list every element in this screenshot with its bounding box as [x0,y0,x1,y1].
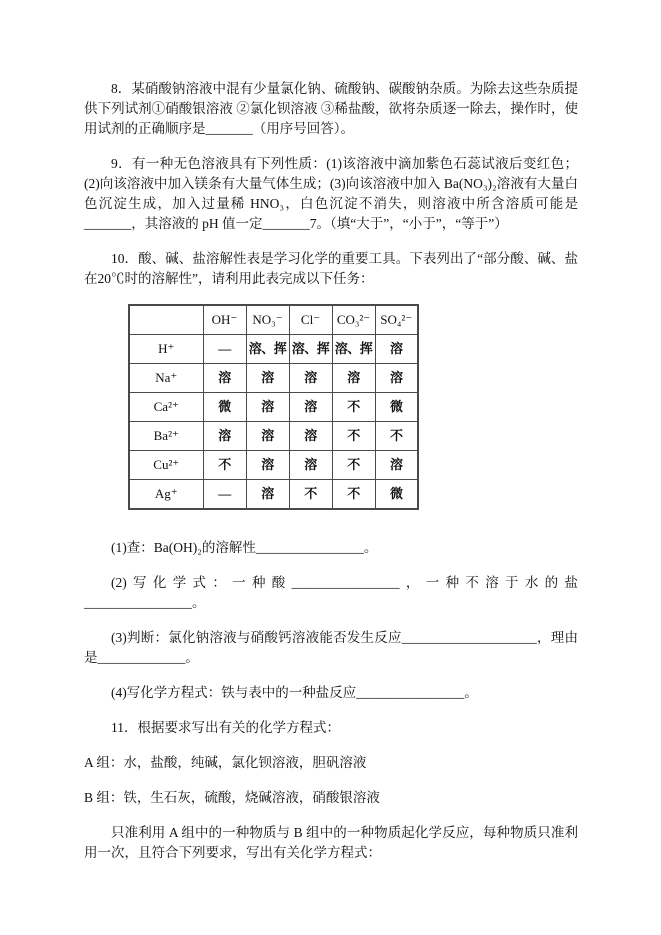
table-row-copper [129,451,418,480]
solubility-cell: 不 [332,480,375,510]
table-row-calcium [129,393,418,422]
solubility-cell: 微 [375,480,418,510]
task-2-formulas: (2)写化学式：一种酸________________，一种不溶于水的盐________________。 [84,575,578,610]
solubility-cell: — [203,480,246,510]
question-10-intro: 10．酸、碱、盐溶解性表是学习化学的重要工具。下表列出了“部分酸、碱、盐在20℃时的溶解性”，请利用此表完成以下任务： [84,251,578,286]
solubility-cell: 溶 [246,480,289,510]
solubility-cell: 溶 [289,451,332,480]
solubility-cell: 溶 [246,422,289,451]
corner-cell [129,305,203,335]
solubility-cell: 溶 [246,451,289,480]
col-header-nitrate-ion: NO₃⁻ [246,305,289,335]
table-row-sodium [129,364,418,393]
solubility-cell: 溶 [246,393,289,422]
solubility-cell: 溶 [203,364,246,393]
col-header-sulfate-ion: SO₄²⁻ [375,305,418,335]
solubility-cell: 不 [375,422,418,451]
solubility-cell: 溶 [375,364,418,393]
worksheet-page [84,79,578,878]
question-11-heading: 11．根据要求写出有关的化学方程式： [111,720,340,735]
col-header-chloride-ion: Cl⁻ [289,305,332,335]
row-header-sodium-ion: Na⁺ [129,364,203,393]
question-9-text: 9．有一种无色溶液具有下列性质：(1)该溶液中滴加紫色石蕊试液后变红色；(2)向该溶液中加入镁条有大量气体生成；(3)向该溶液中加入 Ba(NO₃)₂溶液有大量白色沉淀生成，加入过量稀 HNO₃，白色沉淀不消失，则溶液中所含溶质可能是_______，其溶液的 pH 值一定_______7。（填“大于”，“小于”，“等于”） [84,156,578,231]
task-4-equation: (4)写化学方程式：铁与表中的一种盐反应________________。 [111,685,478,700]
row-header-hydrogen-ion: H⁺ [129,335,203,364]
row-header-copper-ion: Cu²⁺ [129,451,203,480]
solubility-cell: 溶 [332,364,375,393]
solubility-cell: 溶、挥 [246,335,289,364]
solubility-cell: 不 [289,480,332,510]
solubility-cell: 不 [332,393,375,422]
col-header-hydroxide-ion: OH⁻ [203,305,246,335]
solubility-cell: 不 [203,451,246,480]
group-b-list: B 组：铁，生石灰，硫酸，烧碱溶液，硝酸银溶液 [84,790,380,805]
solubility-cell: 溶 [203,422,246,451]
solubility-cell: — [203,335,246,364]
col-header-carbonate-ion: CO₃²⁻ [332,305,375,335]
solubility-cell: 溶 [289,422,332,451]
question-8-text: 8．某硝酸钠溶液中混有少量氯化钠、硫酸钠、碳酸钠杂质。为除去这些杂质提供下列试剂①硝酸银溶液 ②氯化钡溶液 ③稀盐酸，欲将杂质逐一除去，操作时，使用试剂的正确顺序是_______（用序号回答）。 [84,81,578,136]
row-header-barium-ion: Ba²⁺ [129,422,203,451]
table-header-row [129,305,418,335]
solubility-cell: 微 [203,393,246,422]
table-row-barium [129,422,418,451]
task-3-judgement: (3)判断：氯化钠溶液与硝酸钙溶液能否发生反应____________________，理由是_____________。 [84,630,578,665]
solubility-cell: 微 [375,393,418,422]
solubility-cell: 溶 [375,335,418,364]
solubility-cell: 溶 [375,451,418,480]
solubility-cell: 溶 [289,393,332,422]
solubility-cell: 溶 [246,364,289,393]
row-header-silver-ion: Ag⁺ [129,480,203,510]
table-row-silver [129,480,418,510]
task-1-lookup: (1)查：Ba(OH)₂的溶解性________________。 [111,540,378,555]
solubility-cell: 溶、挥 [289,335,332,364]
solubility-cell: 溶 [289,364,332,393]
solubility-table [128,304,419,510]
solubility-cell: 不 [332,451,375,480]
group-a-list: A 组：水，盐酸，纯碱，氯化钡溶液，胆矾溶液 [84,755,367,770]
question-11-note: 只准利用 A 组中的一种物质与 B 组中的一种物质起化学反应，每种物质只准利用一次，且符合下列要求，写出有关化学方程式： [84,825,578,860]
table-row-hydrogen [129,335,418,364]
solubility-cell: 不 [332,422,375,451]
solubility-cell: 溶、挥 [332,335,375,364]
row-header-calcium-ion: Ca²⁺ [129,393,203,422]
